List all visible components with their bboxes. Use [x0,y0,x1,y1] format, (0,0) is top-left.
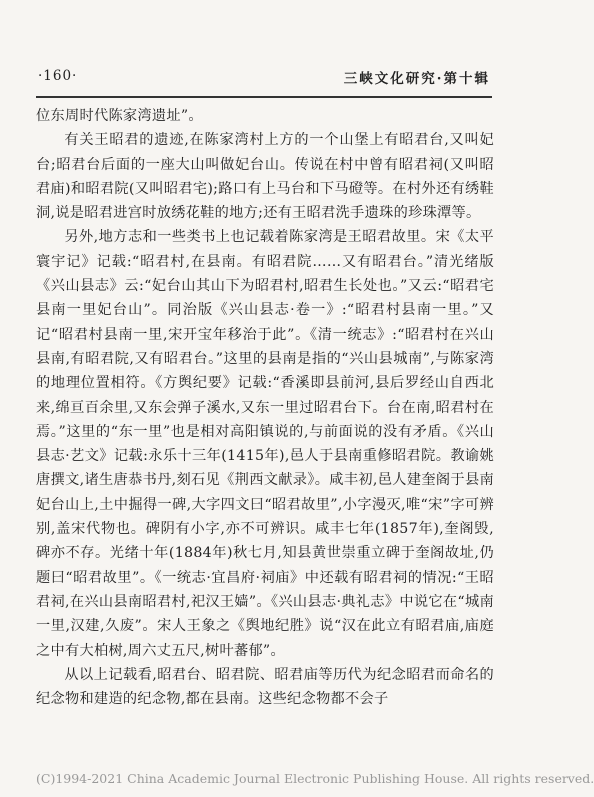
copyright-footer: (C)1994-2021 China Academic Journal Electronic Publishing House. All rights reserved. [36,771,594,786]
paragraph-records: 另外,地方志和一些类书上也记载着陈家湾是王昭君故里。宋《太平寰宇记》记载:“昭君村,在县南。有昭君院……又有昭君台。”清光绪版《兴山县志》云:“妃台山其山下为昭君村,昭君生长处也。”又云:“昭君宅县南一里妃台山”。同治版《兴山县志·卷一》:“昭君村县南一里。”又记“昭君村县南一里,宋开宝年移治于此”。《清一统志》:“昭君村在兴山县南,有昭君院,又有昭君台。”这里的县南是指的“兴山县城南”,与陈家湾的地理位置相符。《方舆纪要》记载:“香溪即县前河,县后罗经山自西北来,绵亘百余里,又东会弹子溪水,又东一里过昭君台下。台在南,昭君村在焉。”这里的“东一里”也是相对高阳镇说的,与前面说的没有矛盾。《兴山县志·艺文》记载:永乐十三年(1415年),邑人于县南重修昭君院。教谕姚唐撰文,诸生唐恭书丹,刻石见《荆西文献录》。咸丰初,邑人建奎阁于县南妃台山上,土中掘得一碑,大字四文曰“昭君故里”,小字漫灭,唯“宋”字可辨别,盖宋代物也。碑阴有小字,亦不可辨识。咸丰七年(1857年),奎阁毁,碑亦不存。光绪十年(1884年)秋七月,知县黄世崇重立碑于奎阁故址,仍题曰“昭君故里”。《一统志·宜昌府·祠庙》中还载有昭君祠的情况:“王昭君祠,在兴山县南昭君村,祀汉王嫱”。《兴山县志·典礼志》中说它在“城南一里,汉建,久废”。宋人王象之《舆地纪胜》说“汉在此立有昭君庙,庙庭之中有大柏树,周六丈五尺,树叶蕃郁”。 [36,229,494,659]
body-text [36,104,494,711]
running-title: 三峡文化研究·第十辑 [343,71,490,87]
paragraph-continued: 位东周时代陈家湾遗址”。 [36,108,203,124]
header-rule [36,96,492,98]
paragraph-conclusion: 从以上记载看,昭君台、昭君院、昭君庙等历代为纪念昭君而命名的纪念物和建造的纪念物,都在县南。这些纪念物都不会子 [36,666,494,708]
page-number: ·160· [38,68,78,84]
paragraph-relics: 有关王昭君的遗迹,在陈家湾村上方的一个山堡上有昭君台,又叫妃台;昭君台后面的一座大山叫做妃台山。传说在村中曾有昭君祠(又叫昭君庙)和昭君院(又叫昭君宅);路口有上马台和下马磴等。在村外还有绣鞋洞,说是昭君进宫时放绣花鞋的地方;还有王昭君洗手遗珠的珍珠潭等。 [36,132,494,222]
page-header [38,64,490,90]
